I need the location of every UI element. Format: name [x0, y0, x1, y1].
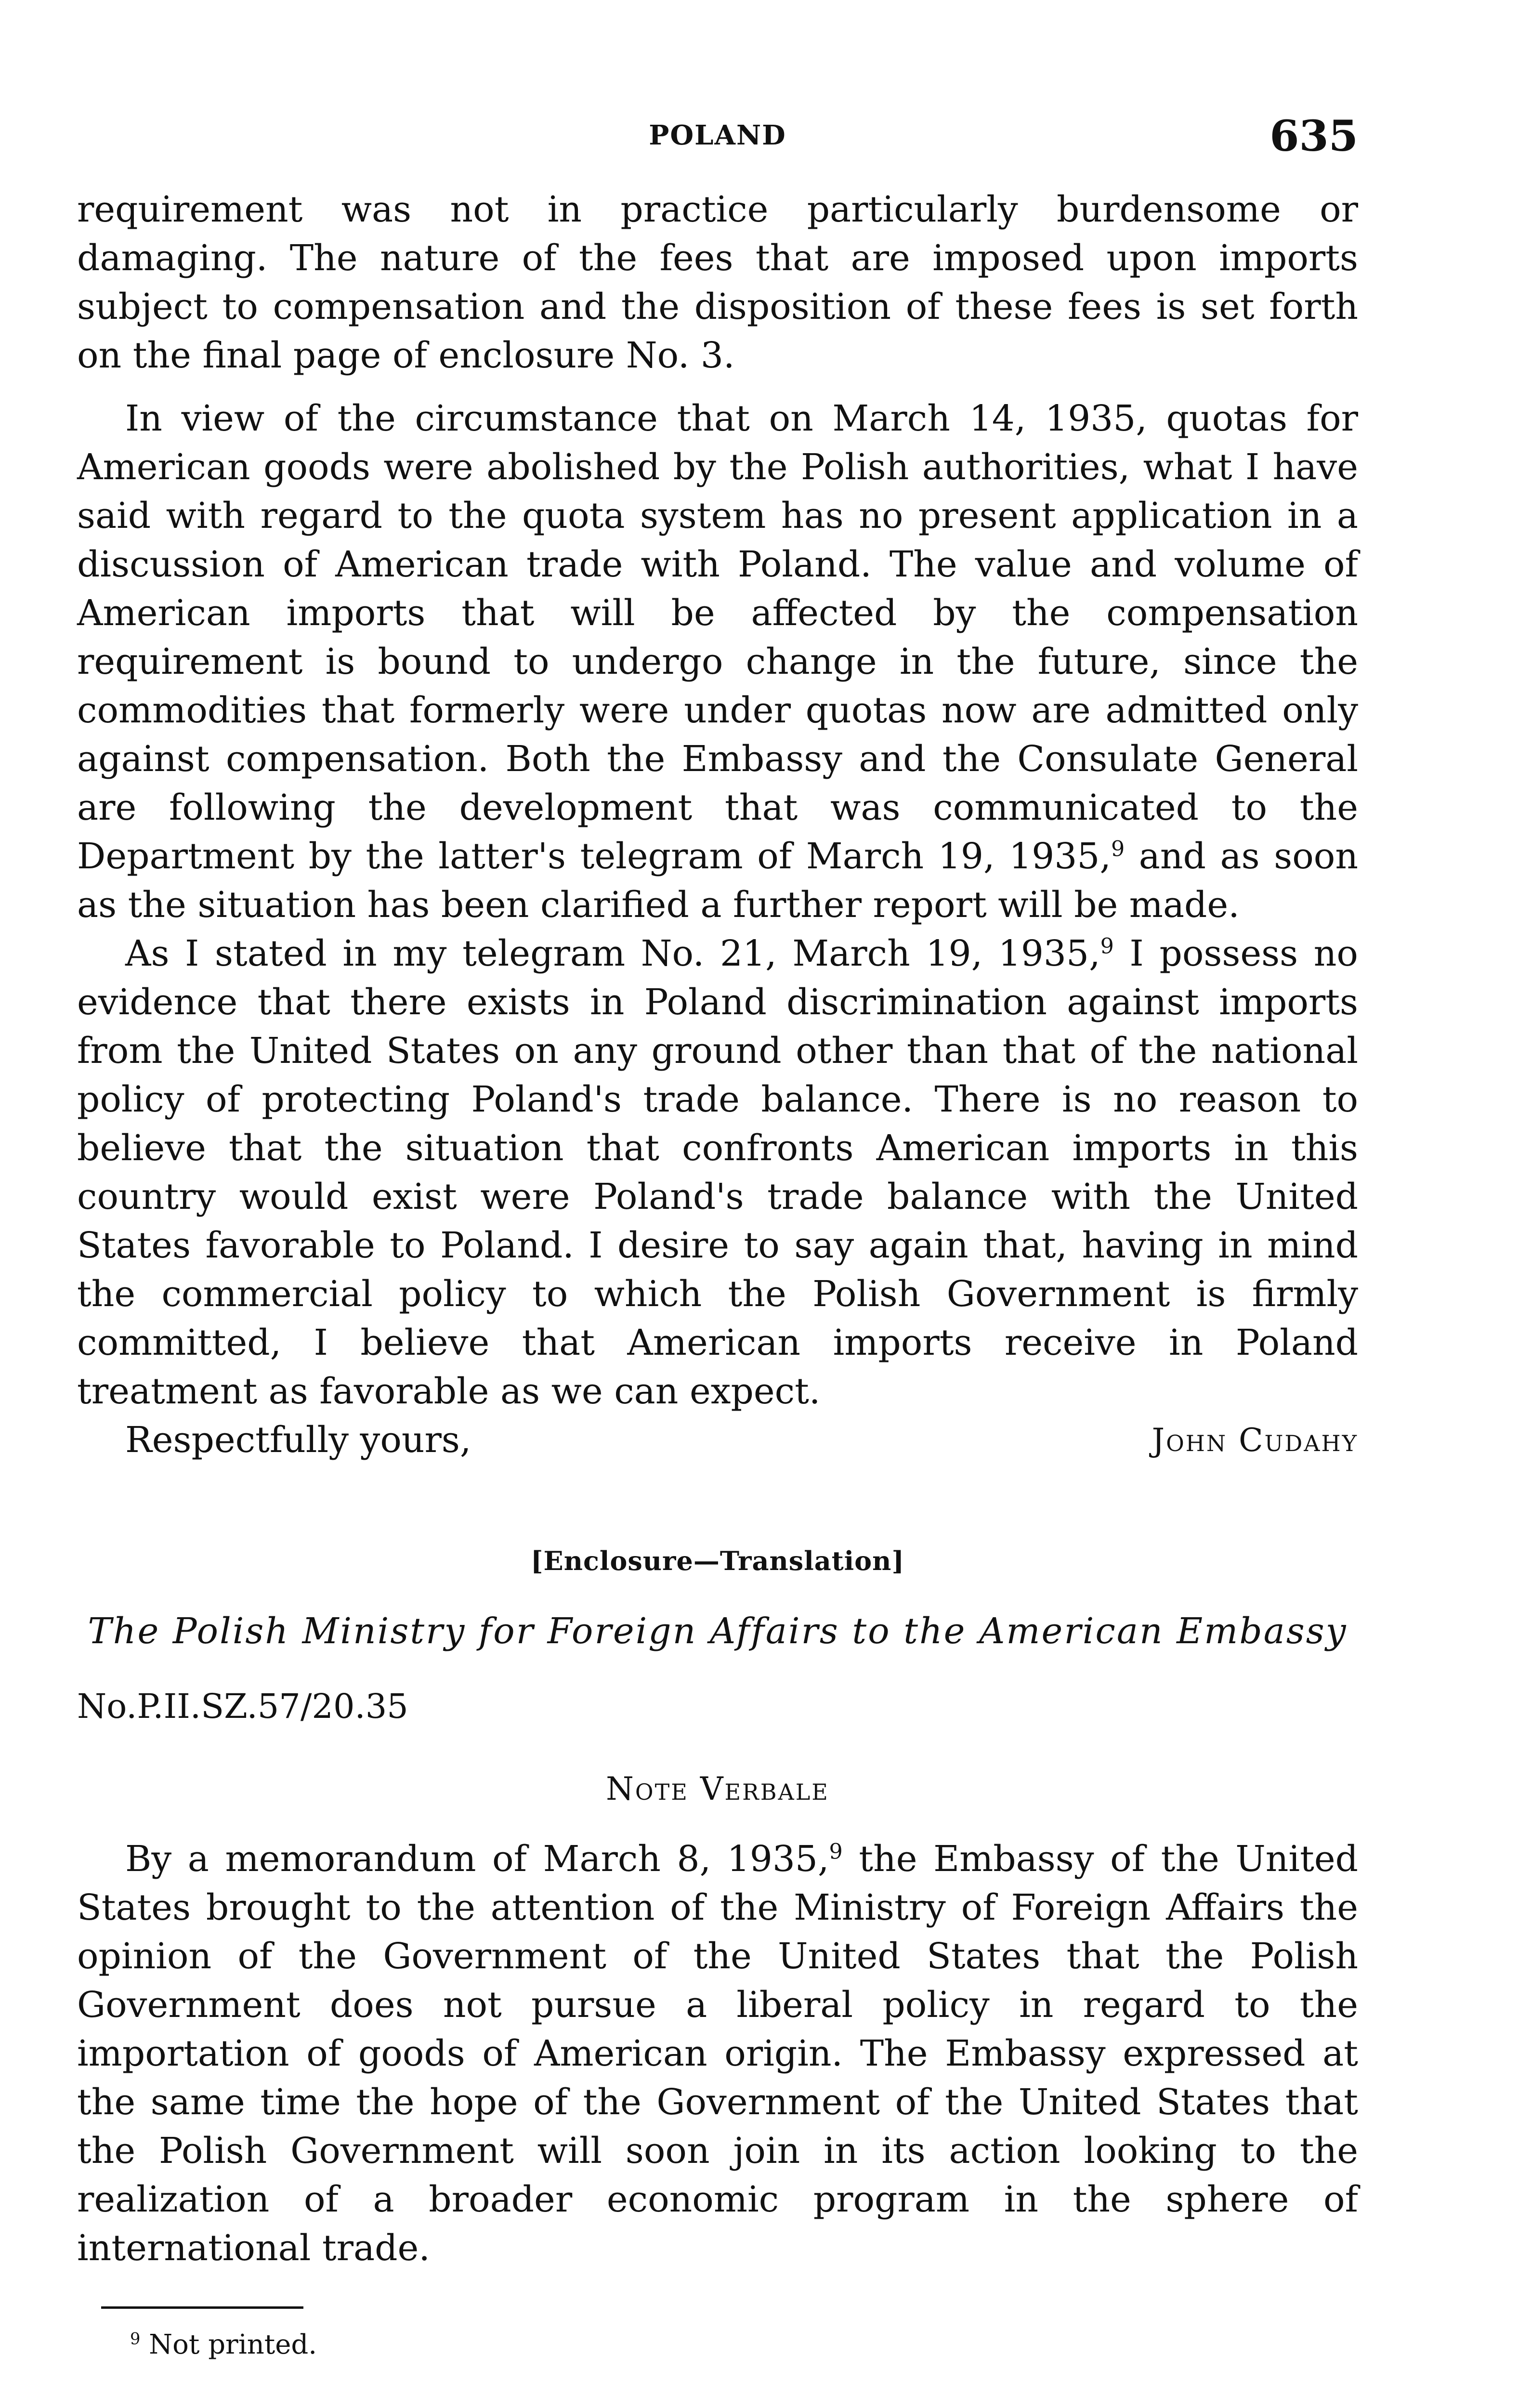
- paragraph-text: By a memorandum of March 8, 1935,: [125, 1838, 829, 1880]
- note-verbale-heading: Note Verbale: [606, 1770, 829, 1807]
- footnote-reference: 9: [1100, 934, 1114, 959]
- footnote-divider: [101, 2306, 303, 2309]
- paragraph-text: the Embassy of the United States brought to the attention of the Ministry of Foreign Affairs the opinion of the Government of the United States that the Polish Government does not pursue a liberal policy in regard to the importation of goods of American origin. The Embassy expressed at the same time the hope of the Government of the United States that the Polish Government will soon join in its action looking to the realization of a broader economic program in the sphere of international trade.: [77, 1838, 1358, 2269]
- paragraph-discrimination: [77, 929, 1358, 1416]
- closing-text: Respectfully yours,: [125, 1419, 471, 1461]
- footnote-reference: 9: [1111, 837, 1125, 862]
- footnote-marker: 9: [130, 2329, 141, 2348]
- footnote-text: Not printed.: [140, 2329, 317, 2360]
- signature: John Cudahy: [1152, 1422, 1358, 1459]
- running-title: POLAND: [649, 119, 786, 151]
- paragraph-quota: [77, 394, 1358, 929]
- paragraph-text: As I stated in my telegram No. 21, March 19, 1935,: [125, 933, 1100, 974]
- reference-number: No.P.II.SZ.57/20.35: [77, 1687, 408, 1726]
- paragraph-text: I possess no evidence that there exists in Poland discrimination against imports from the United States on any ground other than that of the national policy of protecting Poland's trade balance. There is no reason to believe that the situation that confronts American imports in this country would exist were Poland's trade balance with the United States favorable to Poland. I desire to say again that, having in mind the commercial policy to which the Polish Government is firmly committed, I believe that American imports receive in Poland treatment as favorable as we can expect.: [77, 933, 1358, 1412]
- paragraph-text: In view of the circumstance that on March 14, 1935, quotas for American goods were abolished by the Polish authorities, what I have said with regard to the quota system has no present application in a discussion of American trade with Poland. The value and volume of American imports that will be affected by the compensation requirement is bound to undergo change in the future, since the commodities that formerly were under quotas now are admitted only against compensation. Both the Embassy and the Consulate General are following the development that was communicated to the Department by the latter's telegram of March 19, 1935,: [77, 398, 1358, 877]
- paragraph-continuation: [77, 185, 1358, 380]
- body-text: [77, 185, 1358, 2362]
- footnote-reference: 9: [829, 1839, 843, 1864]
- page-number: 635: [1269, 111, 1358, 161]
- running-head: [77, 111, 1358, 164]
- enclosure-label: [Enclosure—Translation]: [531, 1545, 904, 1576]
- paragraph-memorandum: [77, 1835, 1358, 2273]
- paragraph-gap: [77, 380, 1358, 394]
- paragraph-text: and as soon as the situation has been clarified a further report will be made.: [77, 836, 1358, 926]
- footnote: [77, 2328, 1358, 2362]
- paragraph-text: requirement was not in practice particularly burdensome or damaging. The nature of the fees that are imposed upon imports subject to compensation and the disposition of these fees is set forth on the final page of enclosure No. 3.: [77, 189, 1358, 376]
- signoff: [77, 1416, 1358, 1465]
- enclosure-title: The Polish Ministry for Foreign Affairs to the American Embassy: [88, 1610, 1348, 1652]
